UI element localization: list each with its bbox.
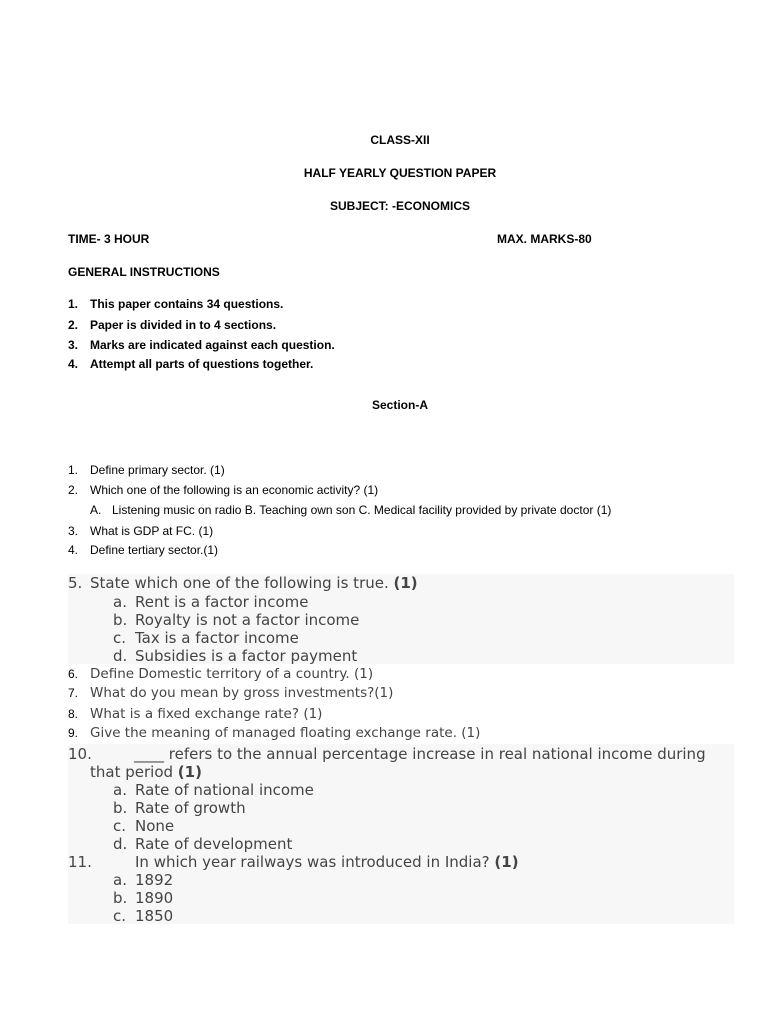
question-5: 5. State which one of the following is true. (1) — [68, 574, 418, 592]
class-title: CLASS-XII — [370, 133, 430, 147]
list-item: 4. Attempt all parts of questions together. — [68, 357, 314, 371]
question-5-option-c: c. Tax is a factor income — [113, 629, 299, 647]
list-item: 2. Paper is divided in to 4 sections. — [68, 318, 277, 332]
question-11-option-b: b. 1890 — [113, 889, 174, 907]
question-11-option-c: c. 1850 — [113, 907, 174, 925]
question-10-continued: that period (1) — [90, 763, 202, 781]
question-7: 7. What do you mean by gross investments?(1) — [68, 685, 394, 701]
question-4: 4. Define tertiary sector.(1) — [68, 543, 219, 557]
question-5-option-a: a. Rent is a factor income — [113, 593, 309, 611]
question-10: 10. ____ refers to the annual percentage increase in real national income during — [68, 745, 706, 763]
section-title: Section-A — [371, 398, 428, 412]
question-3: 3. What is GDP at FC. (1) — [68, 524, 214, 538]
question-1: 1. Define primary sector. (1) — [68, 463, 225, 477]
list-item: 3. Marks are indicated against each question. — [68, 338, 335, 352]
question-2-options: A. Listening music on radio B. Teaching own son C. Medical facility provided by private doctor (1) — [90, 503, 612, 517]
question-6: 6. Define Domestic territory of a country. (1) — [68, 666, 374, 682]
question-11: 11. In which year railways was introduced in India? (1) — [68, 853, 519, 871]
question-2: 2. Which one of the following is an economic activity? (1) — [68, 483, 379, 497]
paper-title: HALF YEARLY QUESTION PAPER — [303, 166, 497, 180]
question-11-option-a: a. 1892 — [113, 871, 174, 889]
subject-title: SUBJECT: -ECONOMICS — [329, 199, 470, 213]
max-marks-label: MAX. MARKS-80 — [497, 232, 592, 246]
question-5-option-b: b. Royalty is not a factor income — [113, 611, 360, 629]
question-10-option-c: c. None — [113, 817, 175, 835]
question-10-option-d: d. Rate of development — [113, 835, 293, 853]
question-5-option-d: d. Subsidies is a factor payment — [113, 647, 358, 665]
instructions-title: GENERAL INSTRUCTIONS — [68, 265, 220, 279]
time-label: TIME- 3 HOUR — [68, 232, 150, 246]
question-10-option-a: a. Rate of national income — [113, 781, 314, 799]
question-9: 9. Give the meaning of managed floating exchange rate. (1) — [68, 725, 481, 741]
list-item: 1. This paper contains 34 questions. — [68, 297, 284, 311]
question-8: 8. What is a fixed exchange rate? (1) — [68, 706, 323, 722]
question-10-option-b: b. Rate of growth — [113, 799, 246, 817]
